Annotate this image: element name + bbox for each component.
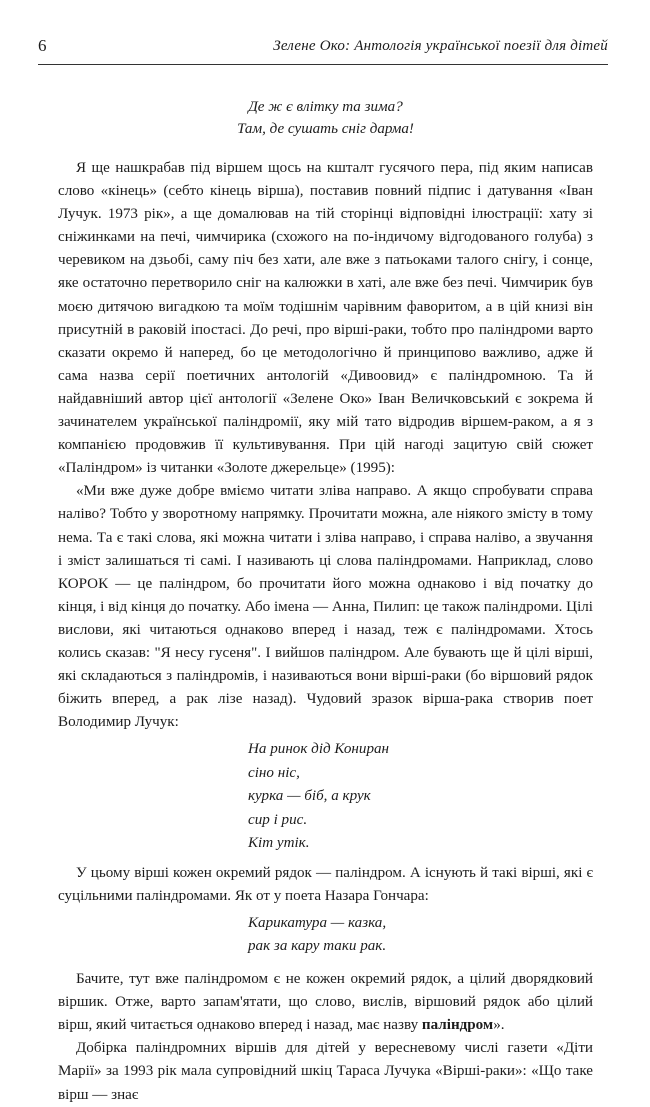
paragraph-text: ».: [493, 1017, 505, 1034]
paragraph: У цьому вірші кожен окремий рядок — паліндром. А існують й такі вірші, які є суцільними паліндромами. Як от у поета Назара Гончара:: [58, 864, 593, 904]
verse-line: Карикатура — казка,: [248, 915, 387, 932]
running-header: [38, 36, 608, 65]
epigraph-line: Де ж є влітку та зима?: [248, 99, 403, 115]
paragraph: Добірка паліндромних віршів для дітей у вересневому числі газети «Діти Марії» за 1993 рік мала супровідний шкіц Тараса Лучука «Вірші-раки»: «Що таке вірш — знає: [58, 1040, 593, 1103]
verse-quote: [58, 738, 593, 856]
paragraph: [58, 968, 593, 1037]
paragraph: Я ще нашкрабав під віршем щось на кшталт гусячого пера, під яким написав слово «кінець» (себто кінець вірша), поставив повний підпис і датування «Іван Лучук. 1973 рік», а ще домалював на тій сторінці відповідні ілюстрації: хату зі сніжинками на печі, чимчирика (схожого на по-індичому відгодованого голуба) з черевиком на дзьобі, саму піч без хати, але вже з патьоками талого снігу, і сонце, яке остаточно перетворило сніг на калюжки в хаті, але вже без печі. Чимчирик був моєю дитячою вигадкою та моїм тодішнім чарівним фаворитом, а в цій книзі він присутній в раковій іпостасі. До речі, про вірші-раки, тобто про паліндроми варто сказати окремо й наперед, бо це методологічно й принципово важливо, адже й сама назва серії поетичних антологій «Дивоовид» є паліндромною. Та й найдавніший автор цієї антології «Зелене Око» Іван Величковський є зокрема й зачинателем української паліндромії, яку мій тато відродив віршем-раком, а я з компанією продовжив її культивування. При цій нагоді зацитую свій сюжет «Паліндром» із читанки «Золоте джерельце» (1995):: [58, 160, 593, 477]
term-highlight: паліндром: [421, 1017, 494, 1034]
page-number: 6: [38, 36, 47, 55]
running-title: Зелене Око: Антологія української поезії для дітей: [273, 38, 608, 54]
paragraph: «Ми вже дуже добре вміємо читати зліва направо. А якщо спробувати справа наліво? Тобто у зворотному напрямку. Прочитати можна, але ніякого змісту в тому нема. Та є такі слова, які можна читати і зліва направо, і справа наліво, а звучання і зміст залишаться ті самі. І називають ці слова паліндромами. Наприклад, слово КОРОК — це паліндром, бо прочитати його можна однаково і від початку до кінця, і від кінця до початку. Або імена — Анна, Пилип: це також паліндроми. Цілі вислови, які читаються однаково вперед і назад, теж є паліндромами. Хтось колись сказав: "Я несу гусеня". І вийшов паліндром. Але бувають ще й цілі вірші, які складаються з паліндромів, і називаються вони вірші-раки (бо віршовий рядок біжить вперед, а рак лізе назад). Чудовий зразок вірша-рака створив поет Володимир Лучук:: [58, 483, 593, 731]
verse-line: курка — біб, а крук: [248, 788, 371, 805]
paragraph-text: Бачите, тут вже паліндромом є не кожен окремий рядок, а цілий дворядковий віршик. Отже, варто запам'ятати, що слово, вислів, віршовий рядок або цілий вірш, який читається однаково вперед і назад, має назву: [58, 971, 593, 1034]
epigraph: [58, 96, 593, 140]
verse-line: рак за кару таки рак.: [248, 938, 387, 955]
page-body: [58, 96, 593, 1107]
verse-line: сіно ніс,: [248, 764, 300, 781]
epigraph-line: Там, де сушать сніг дарма!: [237, 121, 414, 137]
verse-line: Кіт утік.: [248, 835, 310, 852]
verse-quote: [58, 912, 593, 958]
verse-line: сир і рис.: [248, 811, 308, 828]
verse-line: На ринок дід Кониран: [248, 741, 390, 758]
